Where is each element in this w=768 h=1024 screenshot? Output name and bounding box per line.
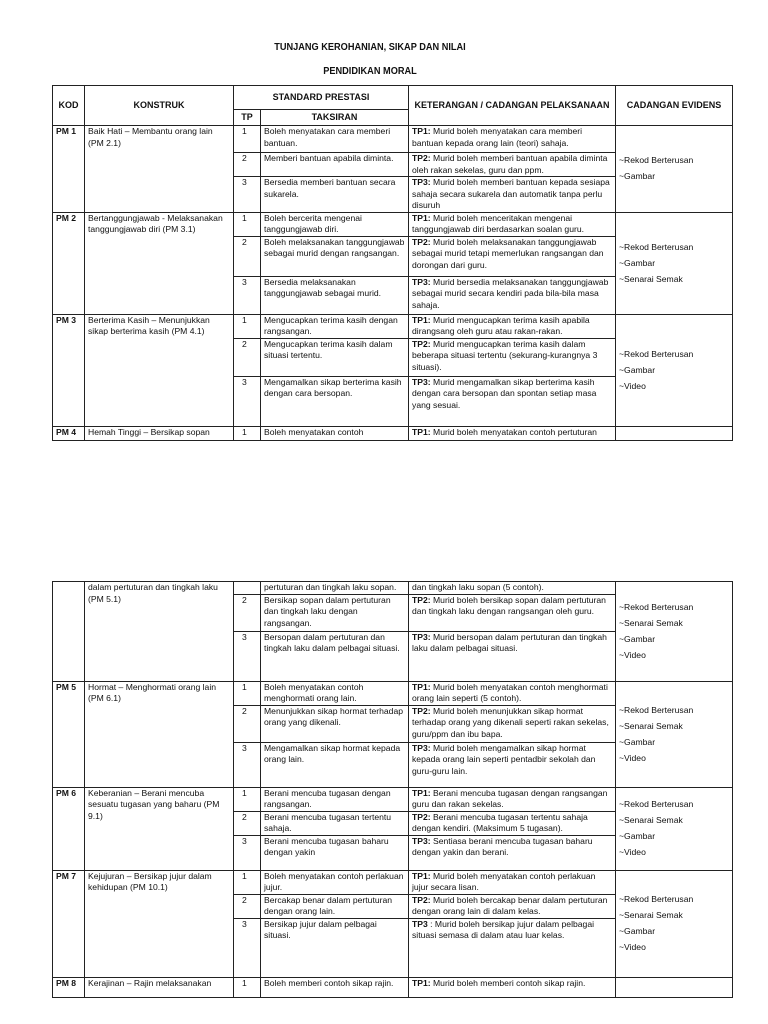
kod-cell: PM 8: [53, 977, 85, 997]
evidens-item: ~Gambar: [619, 633, 656, 644]
tp-code-label: TP3:: [412, 835, 431, 846]
taksiran-cell: Bersikap sopan dalam pertuturan dan tingkah laku dengan rangsangan.: [261, 594, 409, 631]
evidens-cell: [616, 126, 733, 213]
document-title: TUNJANG KEROHANIAN, SIKAP DAN NILAI: [274, 42, 466, 53]
tp-cell: 1: [234, 314, 261, 338]
keterangan-cell: TP1: Murid boleh menyatakan contoh perlakuan jujur secara lisan.: [409, 870, 616, 894]
tp-cell: 3: [234, 918, 261, 977]
keterangan-cell: TP3: Murid bersopan dalam pertuturan dan tingkah laku dalam pelbagai situasi.: [409, 631, 616, 681]
tp-cell: 3: [234, 631, 261, 681]
taksiran-cell: Boleh bercerita mengenai tanggungjawab diri.: [261, 212, 409, 236]
header-keterangan: KETERANGAN / CADANGAN PELAKSANAAN: [409, 86, 616, 126]
taksiran-cell: Boleh menyatakan cara memberi bantuan.: [261, 126, 409, 153]
taksiran-cell: Berani mencuba tugasan baharu dengan yakin: [261, 835, 409, 870]
table-row: [53, 977, 733, 997]
evidens-item: ~Video: [619, 942, 646, 952]
tp-code-label: TP1:: [412, 212, 431, 223]
taksiran-cell: Bersopan dalam pertuturan dan tingkah laku dalam pelbagai situasi.: [261, 631, 409, 681]
tp-cell: 3: [234, 376, 261, 426]
konstruk-cell: Baik Hati – Membantu orang lain (PM 2.1): [85, 126, 234, 213]
tp-code-label: TP3:: [412, 376, 431, 387]
header-cadangan-evidens: CADANGAN EVIDENS: [616, 86, 733, 126]
evidens-item: ~Video: [619, 752, 646, 763]
tp-code-label: TP1:: [412, 314, 431, 325]
tp-code-label: TP2:: [412, 153, 431, 163]
keterangan-cell: TP1: Murid boleh menyatakan contoh menghormati orang lain seperti (5 contoh).: [409, 681, 616, 705]
tp-cell: 3: [234, 177, 261, 213]
header-konstruk: KONSTRUK: [85, 86, 234, 126]
taksiran-cell: Mengucapkan terima kasih dalam situasi tertentu.: [261, 338, 409, 376]
tp-cell: 2: [234, 153, 261, 177]
evidens-cell: [616, 681, 733, 787]
taksiran-cell: Memberi bantuan apabila diminta.: [261, 153, 409, 177]
header-taksiran: TAKSIRAN: [261, 110, 409, 126]
tp-code-label: TP2:: [412, 705, 431, 716]
document-subtitle: PENDIDIKAN MORAL: [323, 66, 417, 77]
keterangan-cell: TP3: Murid mengamalkan sikap berterima kasih dengan cara bersopan dan spontan setiap masa yang sesuai.: [409, 376, 616, 426]
tp-cell: 2: [234, 236, 261, 276]
taksiran-cell: Mengucapkan terima kasih dengan rangsangan.: [261, 314, 409, 338]
taksiran-cell: Boleh memberi contoh sikap rajin.: [261, 977, 409, 997]
evidens-cell: [616, 870, 733, 977]
kod-cell: PM 4: [53, 426, 85, 440]
evidens-item: ~Gambar: [619, 364, 656, 375]
taksiran-cell: Boleh menyatakan contoh: [261, 426, 409, 440]
tp-code-label: TP1:: [412, 126, 431, 136]
taksiran-cell: Boleh menyatakan contoh menghormati orang lain.: [261, 681, 409, 705]
taksiran-cell: Boleh melaksanakan tanggungjawab sebagai murid dengan rangsangan.: [261, 236, 409, 276]
konstruk-cell: Berterima Kasih – Menunjukkan sikap berterima kasih (PM 4.1): [85, 314, 234, 426]
evidens-item: ~Senarai Semak: [619, 910, 683, 920]
evidens-item: ~Video: [619, 847, 646, 857]
assessment-table-page-1: [52, 85, 733, 441]
tp-cell: 2: [234, 705, 261, 742]
konstruk-cell: Keberanian – Berani mencuba sesuatu tugasan yang baharu (PM 9.1): [85, 787, 234, 870]
keterangan-cell: TP1: Murid boleh memberi contoh sikap rajin.: [409, 977, 616, 997]
keterangan-cell: TP2: Murid boleh memberi bantuan apabila diminta oleh rakan sekelas, guru dan ppm.: [409, 153, 616, 177]
kod-cell: PM 2: [53, 212, 85, 314]
evidens-cell: [616, 582, 733, 682]
tp-code-label: TP2:: [412, 811, 431, 822]
taksiran-cell: Berani mencuba tugasan dengan rangsangan.: [261, 787, 409, 811]
taksiran-cell: Berani mencuba tugasan tertentu sahaja.: [261, 811, 409, 835]
evidens-item: ~Video: [619, 649, 646, 660]
evidens-item: ~Rekod Berterusan: [619, 241, 694, 252]
tp-code-label: TP3: [412, 918, 428, 929]
evidens-item: ~Rekod Berterusan: [619, 348, 694, 359]
tp-cell: 2: [234, 894, 261, 918]
keterangan-cell: TP3: Sentiasa berani mencuba tugasan baharu dengan yakin dan berani.: [409, 835, 616, 870]
konstruk-cell: Bertanggungjawab - Melaksanakan tanggungjawab diri (PM 3.1): [85, 212, 234, 314]
evidens-item: ~Senarai Semak: [619, 815, 683, 825]
keterangan-cell: TP2: Murid boleh bercakap benar dalam pertuturan dengan orang lain di dalam kelas.: [409, 894, 616, 918]
keterangan-cell: TP3: Murid boleh memberi bantuan kepada sesiapa sahaja secara sukarela dan automatik tanpa perlu disuruh: [409, 177, 616, 213]
tp-cell: 2: [234, 338, 261, 376]
table-row: [53, 870, 733, 894]
taksiran-cell: Bercakap benar dalam pertuturan dengan orang lain.: [261, 894, 409, 918]
evidens-item: ~Gambar: [619, 831, 656, 841]
keterangan-cell: TP1: Berani mencuba tugasan dengan rangsangan guru dan rakan sekelas.: [409, 787, 616, 811]
tp-cell: [234, 582, 261, 595]
evidens-item: ~Senarai Semak: [619, 617, 683, 628]
keterangan-cell: TP2: Berani mencuba tugasan tertentu sahaja dengan kendiri. (Maksimum 5 tugasan).: [409, 811, 616, 835]
tp-cell: 1: [234, 787, 261, 811]
tp-code-label: TP1:: [412, 681, 431, 692]
tp-cell: 1: [234, 126, 261, 153]
assessment-table-page-2: [52, 581, 733, 998]
tp-cell: 2: [234, 594, 261, 631]
keterangan-cell: TP2: Murid mengucapkan terima kasih dalam beberapa situasi tertentu (sekurang-kurangnya 3 situasi).: [409, 338, 616, 376]
evidens-cell: [616, 212, 733, 314]
header-tp: TP: [234, 110, 261, 126]
tp-cell: 1: [234, 870, 261, 894]
tp-code-label: TP3:: [412, 631, 431, 642]
konstruk-cell: Hormat – Menghormati orang lain (PM 6.1): [85, 681, 234, 787]
kod-cell: PM 1: [53, 126, 85, 213]
evidens-item: ~Senarai Semak: [619, 273, 683, 284]
kod-cell: PM 7: [53, 870, 85, 977]
tp-cell: 3: [234, 276, 261, 314]
kod-cell: PM 6: [53, 787, 85, 870]
evidens-item: ~Gambar: [619, 926, 656, 936]
tp-cell: 2: [234, 811, 261, 835]
evidens-item: ~Rekod Berterusan: [619, 704, 694, 715]
header-standard-prestasi: STANDARD PRESTASI: [234, 86, 409, 110]
evidens-cell: [616, 426, 733, 440]
evidens-item: ~Rekod Berterusan: [619, 155, 694, 166]
taksiran-cell: Bersikap jujur dalam pelbagai situasi.: [261, 918, 409, 977]
keterangan-cell: TP1: Murid boleh menyatakan cara memberi bantuan kepada orang lain (teori) sahaja.: [409, 126, 616, 153]
tp-code-label: TP2:: [412, 894, 431, 905]
keterangan-cell: TP1: Murid mengucapkan terima kasih apabila dirangsang oleh guru atau rakan-rakan.: [409, 314, 616, 338]
evidens-cell: [616, 977, 733, 997]
kod-cell: PM 3: [53, 314, 85, 426]
table-row: [53, 681, 733, 705]
tp-cell: 1: [234, 977, 261, 997]
evidens-item: ~Rekod Berterusan: [619, 894, 694, 904]
tp-code-label: TP3:: [412, 276, 431, 287]
tp-cell: 1: [234, 212, 261, 236]
evidens-item: ~Gambar: [619, 736, 656, 747]
konstruk-cell: dalam pertuturan dan tingkah laku (PM 5.1): [85, 582, 234, 682]
keterangan-cell: TP3: Murid bersedia melaksanakan tanggungjawab sebagai murid secara kendiri pada bila-bila masa sahaja.: [409, 276, 616, 314]
kod-cell: PM 5: [53, 681, 85, 787]
keterangan-cell: dan tingkah laku sopan (5 contoh).: [409, 582, 616, 595]
evidens-item: ~Rekod Berterusan: [619, 601, 694, 612]
tp-cell: 1: [234, 426, 261, 440]
tp-code-label: TP2:: [412, 338, 431, 349]
taksiran-cell: Mengamalkan sikap berterima kasih dengan cara bersopan.: [261, 376, 409, 426]
taksiran-cell: Bersedia memberi bantuan secara sukarela.: [261, 177, 409, 213]
keterangan-cell: TP2: Murid boleh menunjukkan sikap hormat terhadap orang yang dikenali seperti rakan sekelas, guru/ppm dan ibu bapa.: [409, 705, 616, 742]
tp-cell: 3: [234, 835, 261, 870]
evidens-item: ~Rekod Berterusan: [619, 799, 694, 809]
konstruk-cell: Kerajinan – Rajin melaksanakan: [85, 977, 234, 997]
evidens-item: ~Gambar: [619, 257, 656, 268]
table-row: [53, 787, 733, 811]
evidens-item: ~Video: [619, 380, 646, 391]
tp-code-label: TP1:: [412, 426, 431, 437]
tp-code-label: TP2:: [412, 594, 431, 605]
tp-cell: 3: [234, 742, 261, 787]
evidens-item: ~Gambar: [619, 171, 656, 182]
table-row: [53, 212, 733, 236]
taksiran-cell: Mengamalkan sikap hormat kepada orang lain.: [261, 742, 409, 787]
tp-code-label: TP1:: [412, 870, 431, 881]
taksiran-cell: pertuturan dan tingkah laku sopan.: [261, 582, 409, 595]
kod-cell: [53, 582, 85, 682]
keterangan-cell: TP3 : Murid boleh bersikap jujur dalam pelbagai situasi semasa di dalam atau luar kelas.: [409, 918, 616, 977]
taksiran-cell: Bersedia melaksanakan tanggungjawab sebagai murid.: [261, 276, 409, 314]
konstruk-cell: Hemah Tinggi – Bersikap sopan: [85, 426, 234, 440]
keterangan-cell: TP1: Murid boleh menyatakan contoh pertuturan: [409, 426, 616, 440]
evidens-cell: [616, 787, 733, 870]
tp-code-label: TP1:: [412, 787, 431, 798]
tp-code-label: TP3:: [412, 177, 431, 187]
table-row: [53, 426, 733, 440]
tp-code-label: TP2:: [412, 236, 431, 247]
taksiran-cell: Boleh menyatakan contoh perlakuan jujur.: [261, 870, 409, 894]
tp-code-label: TP1:: [412, 977, 431, 988]
evidens-item: ~Senarai Semak: [619, 720, 683, 731]
evidens-cell: [616, 314, 733, 426]
tp-cell: 1: [234, 681, 261, 705]
taksiran-cell: Menunjukkan sikap hormat terhadap orang yang dikenali.: [261, 705, 409, 742]
keterangan-cell: TP3: Murid boleh mengamalkan sikap hormat kepada orang lain seperti pentadbir sekolah dan guru-guru lain.: [409, 742, 616, 787]
table-row: [53, 126, 733, 153]
keterangan-cell: TP2: Murid boleh melaksanakan tanggungjawab sebagai murid tetapi memerlukan rangsangan dan dorongan dari guru.: [409, 236, 616, 276]
table-row: [53, 314, 733, 338]
table-row: [53, 582, 733, 595]
header-kod: KOD: [53, 86, 85, 126]
keterangan-cell: TP2: Murid boleh bersikap sopan dalam pertuturan dan tingkah laku dengan rangsangan oleh guru.: [409, 594, 616, 631]
konstruk-cell: Kejujuran – Bersikap jujur dalam kehidupan (PM 10.1): [85, 870, 234, 977]
keterangan-cell: TP1: Murid boleh menceritakan mengenai tanggungjawab diri berdasarkan soalan guru.: [409, 212, 616, 236]
tp-code-label: TP3:: [412, 742, 431, 753]
